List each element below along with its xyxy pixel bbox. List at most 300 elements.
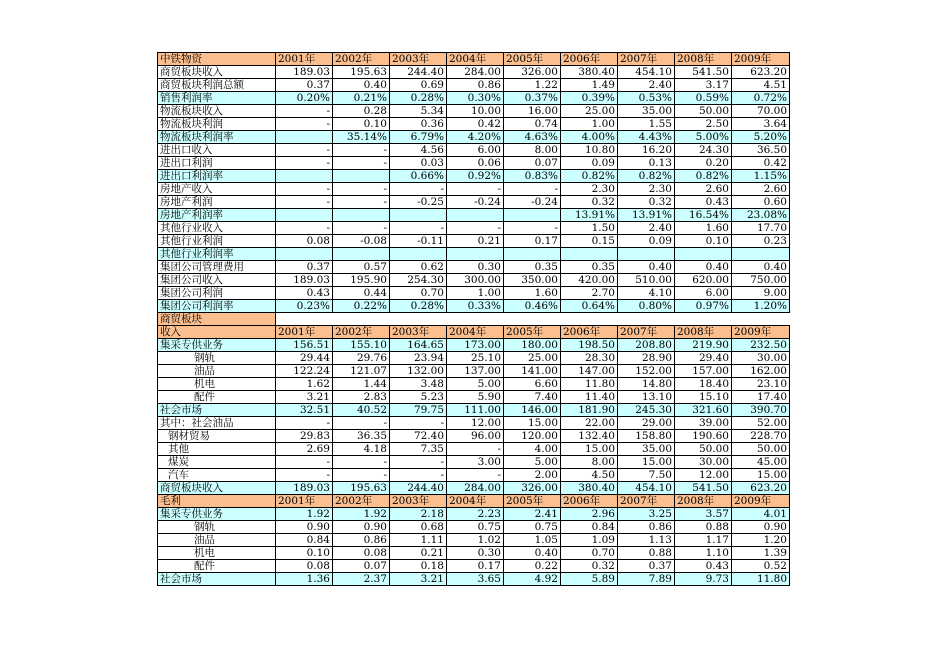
value-cell[interactable]: 0.37	[276, 261, 333, 274]
value-cell[interactable]: 228.70	[732, 430, 790, 443]
value-cell[interactable]	[390, 248, 447, 261]
value-cell[interactable]: 162.00	[732, 365, 790, 378]
value-cell[interactable]: 244.40	[390, 482, 447, 495]
year-header-cell[interactable]: 2007年	[618, 326, 675, 339]
value-cell[interactable]: 2.60	[675, 183, 732, 196]
value-cell[interactable]: 300.00	[447, 274, 504, 287]
value-cell[interactable]: -0.08	[333, 235, 390, 248]
value-cell[interactable]: 2.83	[333, 391, 390, 404]
value-cell[interactable]: 0.42	[732, 157, 790, 170]
value-cell[interactable]	[333, 313, 390, 326]
value-cell[interactable]: 173.00	[447, 339, 504, 352]
value-cell[interactable]: -	[276, 144, 333, 157]
row-label-cell[interactable]: 进出口利润率	[158, 170, 276, 183]
value-cell[interactable]: -	[333, 183, 390, 196]
value-cell[interactable]: 1.22	[504, 79, 561, 92]
value-cell[interactable]: 155.10	[333, 339, 390, 352]
value-cell[interactable]: 111.00	[447, 404, 504, 417]
value-cell[interactable]: 17.70	[732, 222, 790, 235]
value-cell[interactable]: 1.10	[675, 547, 732, 560]
value-cell[interactable]: 16.20	[618, 144, 675, 157]
value-cell[interactable]: 29.00	[618, 417, 675, 430]
value-cell[interactable]: 1.55	[618, 118, 675, 131]
value-cell[interactable]: 1.36	[276, 573, 333, 586]
value-cell[interactable]: -	[504, 183, 561, 196]
value-cell[interactable]	[561, 248, 618, 261]
value-cell[interactable]	[333, 209, 390, 222]
row-label-cell[interactable]: 钢材贸易	[158, 430, 276, 443]
value-cell[interactable]: 3.21	[390, 573, 447, 586]
value-cell[interactable]: 35.00	[618, 105, 675, 118]
row-label-cell[interactable]: 集团公司利润率	[158, 300, 276, 313]
value-cell[interactable]: 2.40	[618, 222, 675, 235]
value-cell[interactable]: 5.00%	[675, 131, 732, 144]
value-cell[interactable]: 156.51	[276, 339, 333, 352]
row-label-cell[interactable]: 房地产利润率	[158, 209, 276, 222]
value-cell[interactable]	[390, 209, 447, 222]
row-label-cell[interactable]: 商贸板块利润总额	[158, 79, 276, 92]
value-cell[interactable]: -	[447, 183, 504, 196]
row-label-cell[interactable]: 汽车	[158, 469, 276, 482]
value-cell[interactable]: 5.20%	[732, 131, 790, 144]
value-cell[interactable]: 0.80%	[618, 300, 675, 313]
value-cell[interactable]: 0.57	[333, 261, 390, 274]
year-header-cell[interactable]: 2004年	[447, 495, 504, 508]
value-cell[interactable]: -0.11	[390, 235, 447, 248]
value-cell[interactable]	[276, 170, 333, 183]
year-header-cell[interactable]: 2007年	[618, 495, 675, 508]
year-header-cell[interactable]: 2004年	[447, 53, 504, 66]
value-cell[interactable]: 0.17	[447, 560, 504, 573]
value-cell[interactable]: 219.90	[675, 339, 732, 352]
value-cell[interactable]: 3.64	[732, 118, 790, 131]
value-cell[interactable]: -	[276, 417, 333, 430]
value-cell[interactable]: -	[276, 183, 333, 196]
row-label-cell[interactable]: 毛利	[158, 495, 276, 508]
value-cell[interactable]: 0.82%	[561, 170, 618, 183]
value-cell[interactable]	[333, 170, 390, 183]
value-cell[interactable]: 2.70	[561, 287, 618, 300]
value-cell[interactable]: 122.24	[276, 365, 333, 378]
value-cell[interactable]: 6.79%	[390, 131, 447, 144]
value-cell[interactable]: 0.07	[504, 157, 561, 170]
value-cell[interactable]: 2.96	[561, 508, 618, 521]
row-label-cell[interactable]: 其中：社会油品	[158, 417, 276, 430]
value-cell[interactable]: 13.10	[618, 391, 675, 404]
value-cell[interactable]: 0.83%	[504, 170, 561, 183]
row-label-cell[interactable]: 其他	[158, 443, 276, 456]
value-cell[interactable]	[504, 313, 561, 326]
value-cell[interactable]: 137.00	[447, 365, 504, 378]
value-cell[interactable]: 0.84	[276, 534, 333, 547]
value-cell[interactable]: 0.97%	[675, 300, 732, 313]
row-label-cell[interactable]: 油品	[158, 534, 276, 547]
value-cell[interactable]: 0.84	[561, 521, 618, 534]
value-cell[interactable]: -	[333, 456, 390, 469]
value-cell[interactable]: -0.25	[390, 196, 447, 209]
value-cell[interactable]: 195.63	[333, 482, 390, 495]
value-cell[interactable]: 3.17	[675, 79, 732, 92]
value-cell[interactable]: 0.09	[618, 235, 675, 248]
value-cell[interactable]: 23.08%	[732, 209, 790, 222]
value-cell[interactable]: 198.50	[561, 339, 618, 352]
value-cell[interactable]: 13.91%	[618, 209, 675, 222]
row-label-cell[interactable]: 配件	[158, 391, 276, 404]
value-cell[interactable]: 0.30%	[447, 92, 504, 105]
value-cell[interactable]: 0.08	[333, 547, 390, 560]
value-cell[interactable]: 4.18	[333, 443, 390, 456]
value-cell[interactable]	[561, 313, 618, 326]
value-cell[interactable]: 0.17	[504, 235, 561, 248]
value-cell[interactable]: 40.52	[333, 404, 390, 417]
value-cell[interactable]: -	[276, 469, 333, 482]
value-cell[interactable]: 0.22%	[333, 300, 390, 313]
value-cell[interactable]: 15.00	[618, 456, 675, 469]
value-cell[interactable]: 1.60	[675, 222, 732, 235]
value-cell[interactable]: 16.54%	[675, 209, 732, 222]
value-cell[interactable]: -0.24	[447, 196, 504, 209]
value-cell[interactable]	[390, 313, 447, 326]
value-cell[interactable]	[333, 248, 390, 261]
value-cell[interactable]: 1.49	[561, 79, 618, 92]
year-header-cell[interactable]: 2001年	[276, 53, 333, 66]
value-cell[interactable]: 3.21	[276, 391, 333, 404]
value-cell[interactable]: 4.20%	[447, 131, 504, 144]
value-cell[interactable]	[504, 209, 561, 222]
year-header-cell[interactable]: 2005年	[504, 53, 561, 66]
value-cell[interactable]: -0.24	[504, 196, 561, 209]
value-cell[interactable]: -	[333, 222, 390, 235]
value-cell[interactable]: 5.23	[390, 391, 447, 404]
value-cell[interactable]: 29.76	[333, 352, 390, 365]
row-label-cell[interactable]: 房地产收入	[158, 183, 276, 196]
value-cell[interactable]: 50.00	[675, 105, 732, 118]
row-label-cell[interactable]: 配件	[158, 560, 276, 573]
value-cell[interactable]: 0.10	[276, 547, 333, 560]
value-cell[interactable]: -	[276, 118, 333, 131]
value-cell[interactable]: 350.00	[504, 274, 561, 287]
value-cell[interactable]: 0.70	[561, 547, 618, 560]
value-cell[interactable]: 454.10	[618, 66, 675, 79]
value-cell[interactable]: 1.92	[333, 508, 390, 521]
value-cell[interactable]: 10.00	[447, 105, 504, 118]
value-cell[interactable]: 36.50	[732, 144, 790, 157]
row-label-cell[interactable]: 集团公司管理费用	[158, 261, 276, 274]
value-cell[interactable]: 1.39	[732, 547, 790, 560]
value-cell[interactable]: 232.50	[732, 339, 790, 352]
value-cell[interactable]: 0.64%	[561, 300, 618, 313]
value-cell[interactable]: -	[504, 222, 561, 235]
value-cell[interactable]: -	[333, 144, 390, 157]
value-cell[interactable]: 2.60	[732, 183, 790, 196]
row-label-cell[interactable]: 进出口收入	[158, 144, 276, 157]
value-cell[interactable]: 15.10	[675, 391, 732, 404]
value-cell[interactable]: 79.75	[390, 404, 447, 417]
value-cell[interactable]: 0.90	[333, 521, 390, 534]
value-cell[interactable]: 510.00	[618, 274, 675, 287]
value-cell[interactable]: 380.40	[561, 66, 618, 79]
value-cell[interactable]: 29.83	[276, 430, 333, 443]
value-cell[interactable]: 0.43	[276, 287, 333, 300]
value-cell[interactable]: 9.00	[732, 287, 790, 300]
value-cell[interactable]: 0.92%	[447, 170, 504, 183]
value-cell[interactable]: 0.33%	[447, 300, 504, 313]
value-cell[interactable]: 0.10	[333, 118, 390, 131]
value-cell[interactable]	[732, 248, 790, 261]
value-cell[interactable]	[447, 248, 504, 261]
value-cell[interactable]	[447, 313, 504, 326]
value-cell[interactable]: 0.21	[447, 235, 504, 248]
value-cell[interactable]: -	[447, 222, 504, 235]
value-cell[interactable]: 0.66%	[390, 170, 447, 183]
value-cell[interactable]: -	[390, 222, 447, 235]
value-cell[interactable]: 1.05	[504, 534, 561, 547]
value-cell[interactable]: 7.40	[504, 391, 561, 404]
value-cell[interactable]: 1.62	[276, 378, 333, 391]
value-cell[interactable]: 0.53%	[618, 92, 675, 105]
row-label-cell[interactable]: 机电	[158, 378, 276, 391]
value-cell[interactable]: 28.30	[561, 352, 618, 365]
row-label-cell[interactable]: 钢轨	[158, 352, 276, 365]
value-cell[interactable]: 181.90	[561, 404, 618, 417]
value-cell[interactable]: 0.15	[561, 235, 618, 248]
value-cell[interactable]	[276, 131, 333, 144]
row-label-cell[interactable]: 煤炭	[158, 456, 276, 469]
value-cell[interactable]: 0.42	[447, 118, 504, 131]
year-header-cell[interactable]: 2003年	[390, 53, 447, 66]
value-cell[interactable]: 0.08	[276, 560, 333, 573]
value-cell[interactable]: 0.68	[390, 521, 447, 534]
value-cell[interactable]: 11.80	[732, 573, 790, 586]
value-cell[interactable]: 0.03	[390, 157, 447, 170]
value-cell[interactable]: 7.35	[390, 443, 447, 456]
value-cell[interactable]: 12.00	[447, 417, 504, 430]
value-cell[interactable]: 195.63	[333, 66, 390, 79]
value-cell[interactable]: 0.28%	[390, 300, 447, 313]
value-cell[interactable]: 141.00	[504, 365, 561, 378]
year-header-cell[interactable]: 2003年	[390, 495, 447, 508]
value-cell[interactable]: 0.21	[390, 547, 447, 560]
value-cell[interactable]: 0.28%	[390, 92, 447, 105]
year-header-cell[interactable]: 2009年	[732, 495, 790, 508]
value-cell[interactable]: 0.32	[618, 196, 675, 209]
value-cell[interactable]: 0.32	[561, 560, 618, 573]
value-cell[interactable]: 11.80	[561, 378, 618, 391]
year-header-cell[interactable]: 2002年	[333, 53, 390, 66]
value-cell[interactable]: 6.00	[447, 144, 504, 157]
value-cell[interactable]: 623.20	[732, 482, 790, 495]
value-cell[interactable]: 0.40	[732, 261, 790, 274]
value-cell[interactable]: 0.21%	[333, 92, 390, 105]
value-cell[interactable]: 4.92	[504, 573, 561, 586]
value-cell[interactable]: 2.30	[618, 183, 675, 196]
value-cell[interactable]: 390.70	[732, 404, 790, 417]
value-cell[interactable]: 0.09	[561, 157, 618, 170]
value-cell[interactable]: 6.00	[675, 287, 732, 300]
value-cell[interactable]: 8.00	[504, 144, 561, 157]
value-cell[interactable]	[675, 248, 732, 261]
year-header-cell[interactable]: 2006年	[561, 326, 618, 339]
value-cell[interactable]: 326.00	[504, 66, 561, 79]
year-header-cell[interactable]: 2005年	[504, 495, 561, 508]
value-cell[interactable]: 50.00	[732, 443, 790, 456]
value-cell[interactable]: 15.00	[504, 417, 561, 430]
value-cell[interactable]: 0.46%	[504, 300, 561, 313]
value-cell[interactable]: 0.32	[561, 196, 618, 209]
value-cell[interactable]: -	[333, 157, 390, 170]
value-cell[interactable]: 4.43%	[618, 131, 675, 144]
value-cell[interactable]: 0.60	[732, 196, 790, 209]
year-header-cell[interactable]: 2003年	[390, 326, 447, 339]
value-cell[interactable]: 0.37	[618, 560, 675, 573]
year-header-cell[interactable]: 2008年	[675, 326, 732, 339]
value-cell[interactable]: 0.40	[504, 547, 561, 560]
value-cell[interactable]: 0.59%	[675, 92, 732, 105]
row-label-cell[interactable]: 物流板块收入	[158, 105, 276, 118]
value-cell[interactable]: 35.00	[618, 443, 675, 456]
value-cell[interactable]: 4.51	[732, 79, 790, 92]
value-cell[interactable]: 1.00	[447, 287, 504, 300]
value-cell[interactable]: 0.22	[504, 560, 561, 573]
value-cell[interactable]: 4.00	[504, 443, 561, 456]
year-header-cell[interactable]: 2006年	[561, 53, 618, 66]
value-cell[interactable]: 1.00	[561, 118, 618, 131]
row-label-cell[interactable]: 钢轨	[158, 521, 276, 534]
value-cell[interactable]: 17.40	[732, 391, 790, 404]
value-cell[interactable]: 454.10	[618, 482, 675, 495]
value-cell[interactable]: 152.00	[618, 365, 675, 378]
row-label-cell[interactable]: 集团公司收入	[158, 274, 276, 287]
value-cell[interactable]: 0.62	[390, 261, 447, 274]
value-cell[interactable]: 72.40	[390, 430, 447, 443]
value-cell[interactable]: 0.43	[675, 196, 732, 209]
value-cell[interactable]: 2.50	[675, 118, 732, 131]
value-cell[interactable]: 52.00	[732, 417, 790, 430]
value-cell[interactable]: 25.00	[504, 352, 561, 365]
value-cell[interactable]: 2.37	[333, 573, 390, 586]
value-cell[interactable]: 1.20%	[732, 300, 790, 313]
value-cell[interactable]: 0.82%	[675, 170, 732, 183]
value-cell[interactable]: 0.07	[333, 560, 390, 573]
year-header-cell[interactable]: 2001年	[276, 326, 333, 339]
value-cell[interactable]: 541.50	[675, 66, 732, 79]
row-label-cell[interactable]: 销售利润率	[158, 92, 276, 105]
value-cell[interactable]: 147.00	[561, 365, 618, 378]
value-cell[interactable]: 29.44	[276, 352, 333, 365]
value-cell[interactable]: 14.80	[618, 378, 675, 391]
value-cell[interactable]: 3.65	[447, 573, 504, 586]
value-cell[interactable]: 3.57	[675, 508, 732, 521]
value-cell[interactable]: 0.30	[447, 261, 504, 274]
value-cell[interactable]: 0.37%	[504, 92, 561, 105]
value-cell[interactable]: -	[390, 456, 447, 469]
year-header-cell[interactable]: 2002年	[333, 326, 390, 339]
value-cell[interactable]	[732, 313, 790, 326]
value-cell[interactable]: 16.00	[504, 105, 561, 118]
value-cell[interactable]: 12.00	[675, 469, 732, 482]
value-cell[interactable]	[276, 248, 333, 261]
value-cell[interactable]: 0.20	[675, 157, 732, 170]
value-cell[interactable]: 189.03	[276, 482, 333, 495]
value-cell[interactable]: -	[276, 222, 333, 235]
value-cell[interactable]: 30.00	[675, 456, 732, 469]
row-label-cell[interactable]: 物流板块利润率	[158, 131, 276, 144]
value-cell[interactable]: 39.00	[675, 417, 732, 430]
value-cell[interactable]: 0.23	[732, 235, 790, 248]
value-cell[interactable]: 132.40	[561, 430, 618, 443]
value-cell[interactable]: -	[333, 196, 390, 209]
value-cell[interactable]: 2.18	[390, 508, 447, 521]
value-cell[interactable]: 0.06	[447, 157, 504, 170]
row-label-cell[interactable]: 集采专供业务	[158, 339, 276, 352]
year-header-cell[interactable]: 2004年	[447, 326, 504, 339]
value-cell[interactable]: 120.00	[504, 430, 561, 443]
row-label-cell[interactable]: 机电	[158, 547, 276, 560]
value-cell[interactable]: 0.40	[618, 261, 675, 274]
value-cell[interactable]: 0.86	[333, 534, 390, 547]
value-cell[interactable]: 8.00	[561, 456, 618, 469]
value-cell[interactable]: 0.74	[504, 118, 561, 131]
value-cell[interactable]: 2.69	[276, 443, 333, 456]
value-cell[interactable]: 420.00	[561, 274, 618, 287]
value-cell[interactable]: 623.20	[732, 66, 790, 79]
row-label-cell[interactable]: 商贸板块收入	[158, 482, 276, 495]
value-cell[interactable]: 0.10	[675, 235, 732, 248]
value-cell[interactable]: 0.69	[390, 79, 447, 92]
value-cell[interactable]: 5.34	[390, 105, 447, 118]
row-label-cell[interactable]: 物流板块利润	[158, 118, 276, 131]
value-cell[interactable]: 245.30	[618, 404, 675, 417]
year-header-cell[interactable]: 2009年	[732, 326, 790, 339]
year-header-cell[interactable]: 2005年	[504, 326, 561, 339]
value-cell[interactable]: 284.00	[447, 482, 504, 495]
value-cell[interactable]: 326.00	[504, 482, 561, 495]
value-cell[interactable]: 18.40	[675, 378, 732, 391]
value-cell[interactable]: -	[447, 469, 504, 482]
year-header-cell[interactable]: 2008年	[675, 495, 732, 508]
value-cell[interactable]: 750.00	[732, 274, 790, 287]
value-cell[interactable]: 22.00	[561, 417, 618, 430]
value-cell[interactable]	[276, 209, 333, 222]
year-header-cell[interactable]: 2009年	[732, 53, 790, 66]
value-cell[interactable]: 2.00	[504, 469, 561, 482]
value-cell[interactable]: 4.00%	[561, 131, 618, 144]
value-cell[interactable]: 0.18	[390, 560, 447, 573]
value-cell[interactable]	[504, 248, 561, 261]
value-cell[interactable]: 7.89	[618, 573, 675, 586]
value-cell[interactable]: -	[390, 183, 447, 196]
value-cell[interactable]: 541.50	[675, 482, 732, 495]
value-cell[interactable]: 1.17	[675, 534, 732, 547]
value-cell[interactable]	[675, 313, 732, 326]
value-cell[interactable]: 0.39%	[561, 92, 618, 105]
row-label-cell[interactable]: 社会市场	[158, 573, 276, 586]
value-cell[interactable]: 23.94	[390, 352, 447, 365]
value-cell[interactable]: 1.11	[390, 534, 447, 547]
value-cell[interactable]: 7.50	[618, 469, 675, 482]
value-cell[interactable]: 1.09	[561, 534, 618, 547]
value-cell[interactable]: 3.25	[618, 508, 675, 521]
value-cell[interactable]: -	[390, 417, 447, 430]
value-cell[interactable]: 25.10	[447, 352, 504, 365]
value-cell[interactable]: -	[333, 417, 390, 430]
year-header-cell[interactable]: 2007年	[618, 53, 675, 66]
value-cell[interactable]: 0.90	[276, 521, 333, 534]
value-cell[interactable]: 0.40	[333, 79, 390, 92]
value-cell[interactable]: 70.00	[732, 105, 790, 118]
value-cell[interactable]: 0.20%	[276, 92, 333, 105]
value-cell[interactable]: 35.14%	[333, 131, 390, 144]
